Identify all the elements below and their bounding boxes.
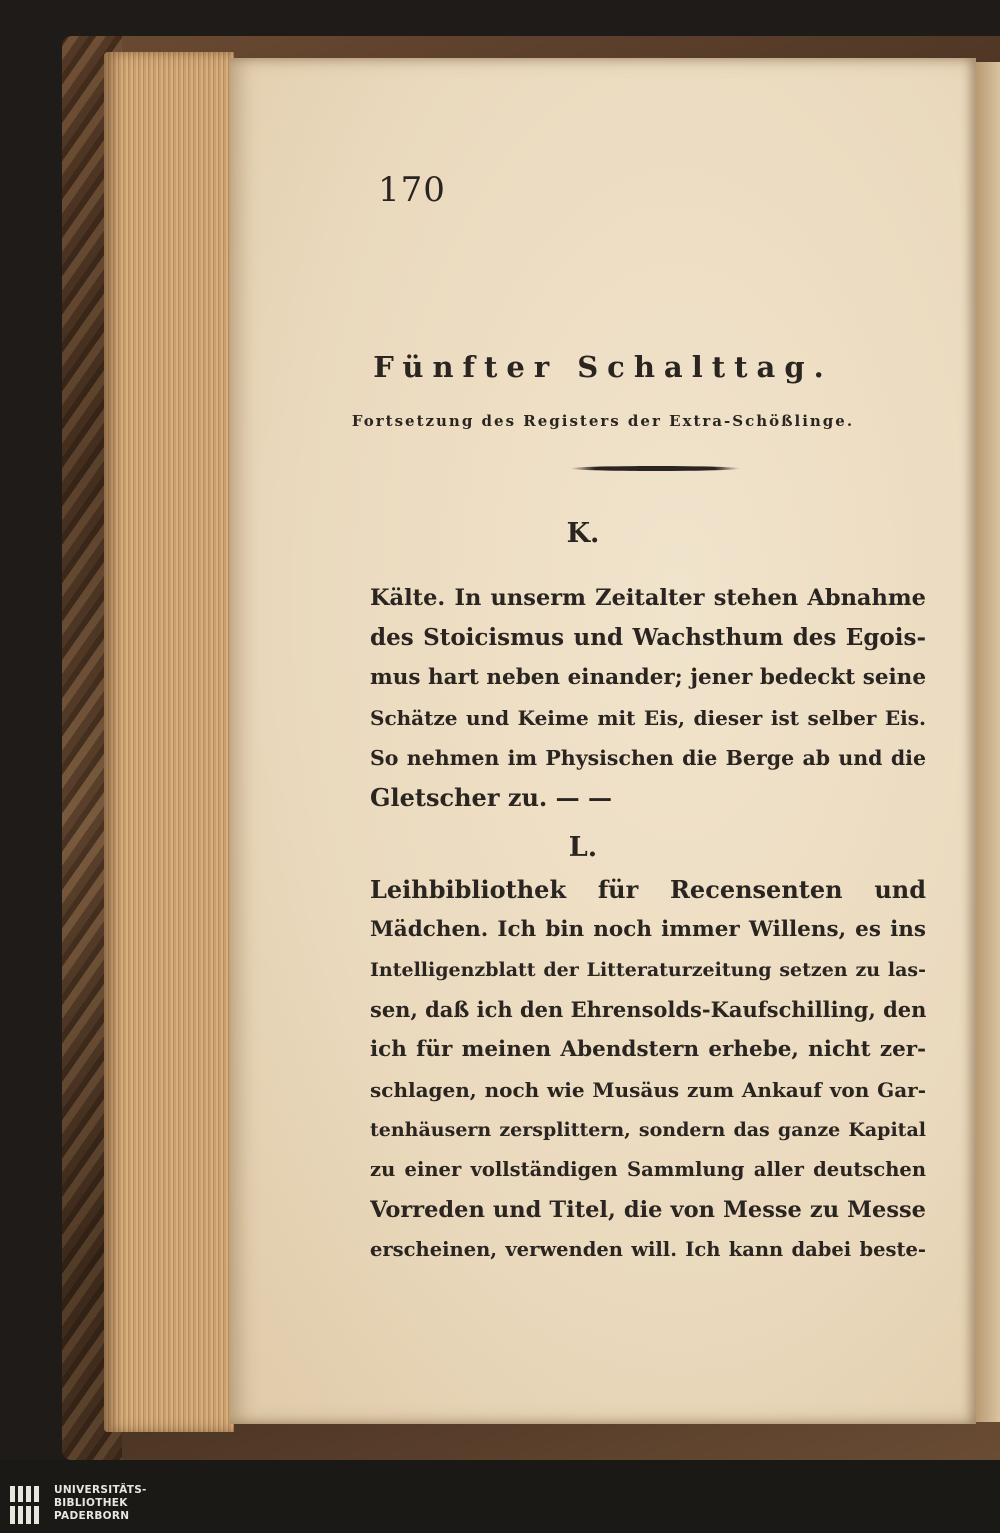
- text-line: sen, daß ich den Ehrensolds-Kaufschilling, den: [370, 997, 926, 1022]
- library-logo-icon: [8, 1484, 44, 1526]
- chapter-subheading: Fortsetzung des Registers der Extra-Schößlinge.: [351, 412, 855, 430]
- text-line: Schätze und Keime mit Eis, dieser ist selber Eis.: [370, 706, 926, 730]
- logo-line: UNIVERSITÄTS-: [54, 1484, 147, 1496]
- text-line: erscheinen, verwenden will. Ich kann dabei beste-: [370, 1238, 926, 1261]
- section-letter-l: L.: [568, 832, 598, 863]
- text-line: Leihbibliothek für Recensenten und: [370, 875, 926, 904]
- section-letter-k: K.: [566, 518, 600, 549]
- text-line: Intelligenzblatt der Litteraturzeitung setzen zu las-: [370, 959, 926, 981]
- text-line: Kälte. In unserm Zeitalter stehen Abnahme: [370, 585, 926, 611]
- chapter-heading: Fünfter Schalttag.: [373, 350, 833, 384]
- text-line: mus hart neben einander; jener bedeckt seine: [370, 665, 926, 690]
- text-line: zu einer vollständigen Sammlung aller deutschen: [370, 1158, 926, 1181]
- text-line: Vorreden und Titel, die von Messe zu Messe: [370, 1197, 926, 1223]
- facing-page-edge: [976, 62, 1000, 1422]
- page-edges: [104, 52, 234, 1432]
- text-line: tenhäusern zersplittern, sondern das ganze Kapital: [370, 1119, 926, 1141]
- text-line: ich für meinen Abendstern erhebe, nicht zer-: [370, 1037, 926, 1062]
- library-logo-text: [54, 1484, 147, 1523]
- text-line: des Stoicismus und Wachsthum des Egois-: [370, 624, 926, 651]
- page-number: 170: [378, 170, 446, 210]
- text-line: So nehmen im Physischen die Berge ab und die: [370, 746, 926, 770]
- decorative-rule: [570, 466, 740, 471]
- logo-line: BIBLIOTHEK: [54, 1497, 128, 1509]
- text-line: schlagen, noch wie Musäus zum Ankauf von Gar-: [370, 1078, 926, 1102]
- paragraph-kaelte: [370, 578, 926, 818]
- text-line: Gletscher zu. — —: [370, 783, 612, 812]
- paragraph-leihbibliothek: [370, 870, 926, 1270]
- logo-line: PADERBORN: [54, 1510, 130, 1522]
- footer-bar: [0, 1460, 1000, 1533]
- text-line: Mädchen. Ich bin noch immer Willens, es ins: [370, 917, 926, 942]
